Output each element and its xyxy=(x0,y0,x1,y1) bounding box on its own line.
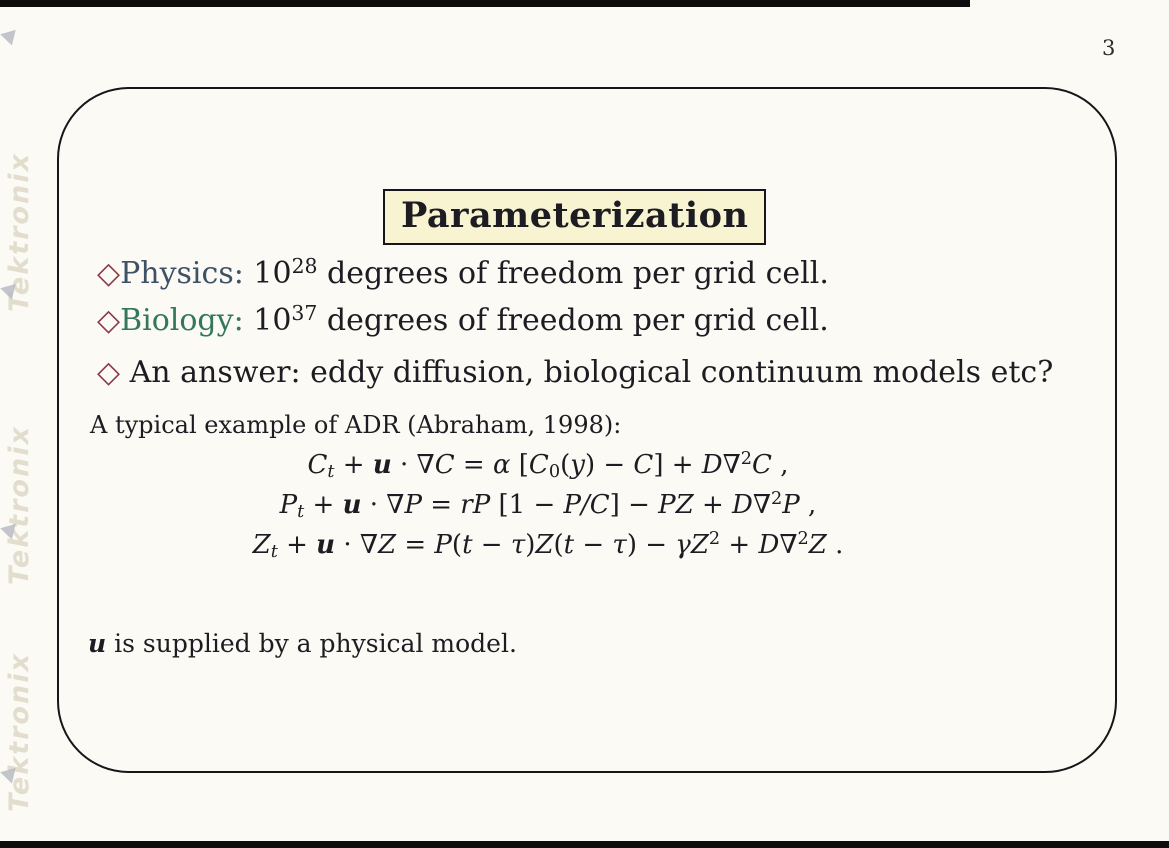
bullet-an-answer: ◇ An answer: eddy diffusion, biological continuum models etc? xyxy=(97,355,1054,390)
cursor-arrow-icon xyxy=(0,27,16,46)
tektronix-watermark: Tektronix xyxy=(4,652,35,812)
slide-title-box xyxy=(383,189,766,245)
footnote-u-model: u is supplied by a physical model. xyxy=(88,629,517,658)
equation-Z: $Zt + u \cdot \nabla Z = P(t - \tau)Z(t - \tau) - \gamma Z^2 + D\nabla^2Z$ . xyxy=(252,529,844,562)
equation-block xyxy=(148,447,948,567)
equation-P: Pt + u · ∇P = rP [1 − P/C] − PZ + D∇$^2$P , xyxy=(279,489,817,522)
bullet-physics: ◇Physics: $10^{28}$ degrees of freedom per grid cell. xyxy=(97,253,829,291)
bullet-biology: ◇Biology: $10^{37}$ degrees of freedom per grid cell. xyxy=(97,300,829,338)
adr-example-intro: A typical example of ADR (Abraham, 1998): xyxy=(90,411,622,439)
equation-C: Ct + u · ∇C = α [C0(y) − C] + D∇$^2$C , xyxy=(307,449,789,482)
slide-title: Parameterization xyxy=(401,195,749,236)
scan-edge-bar-top xyxy=(0,0,970,7)
tektronix-watermark: Tektronix xyxy=(4,425,35,585)
scan-edge-bar-bottom xyxy=(0,841,1169,848)
page-number: 3 xyxy=(1102,36,1116,60)
tektronix-watermark: Tektronix xyxy=(4,152,35,312)
slide-frame xyxy=(57,87,1117,773)
